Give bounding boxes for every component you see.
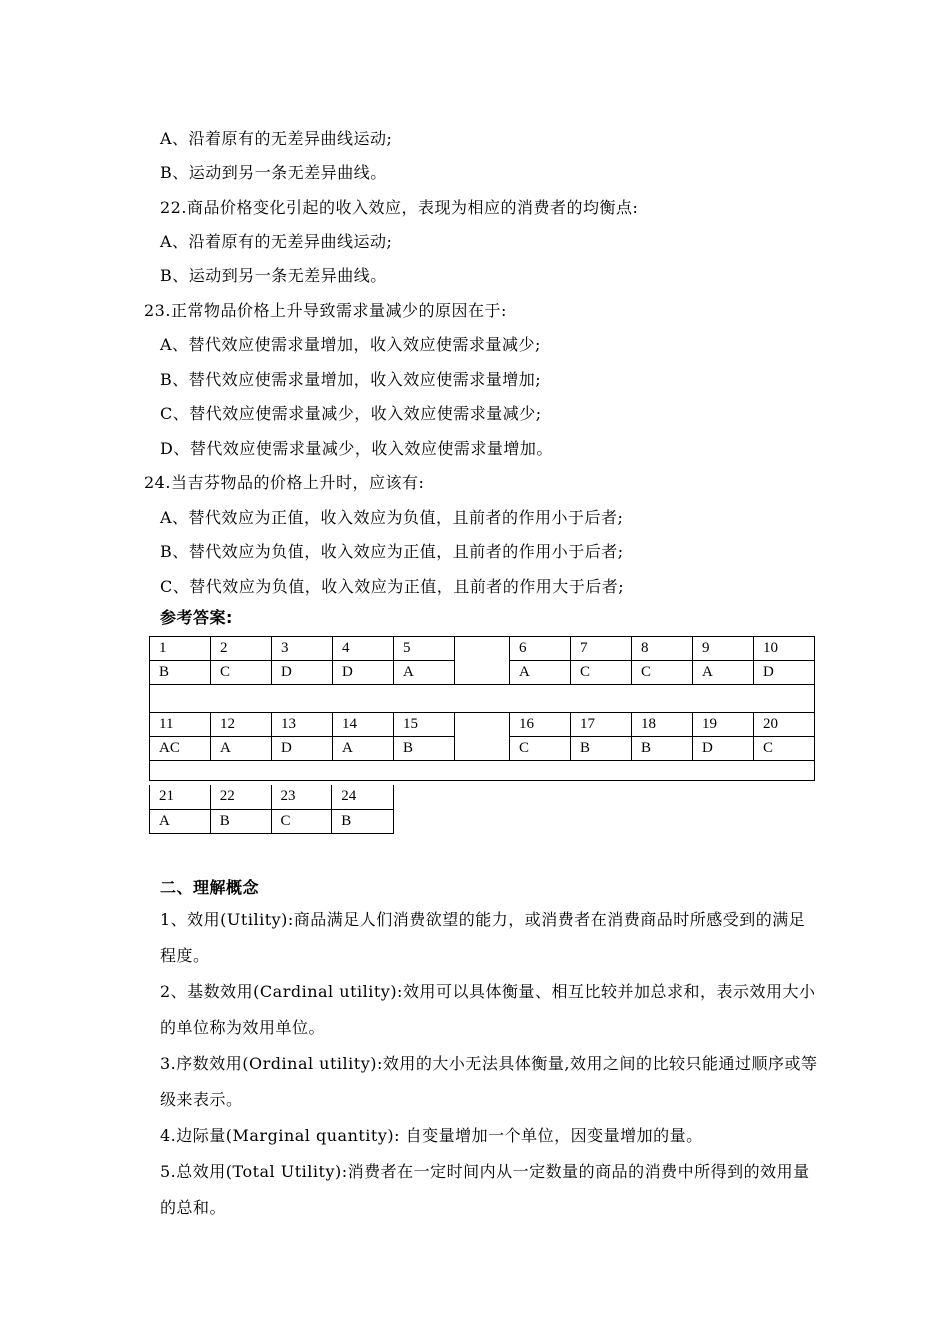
question-number: 13 xyxy=(272,713,333,737)
question-number: 24 xyxy=(332,785,394,809)
answer-value: AC xyxy=(150,737,211,761)
answer-value: B xyxy=(394,737,455,761)
question-number: 23 xyxy=(271,785,332,809)
question-number: 20 xyxy=(754,713,815,737)
table-row-gap xyxy=(150,685,815,713)
question-number: 3 xyxy=(272,637,333,661)
question-number: 6 xyxy=(510,637,571,661)
answer-value: D xyxy=(272,661,333,685)
question-number: 5 xyxy=(394,637,455,661)
answer-value: B xyxy=(571,737,632,761)
question-number: 10 xyxy=(754,637,815,661)
question-number: 1 xyxy=(150,637,211,661)
answer-value: B xyxy=(210,809,271,833)
table-row xyxy=(150,713,815,737)
definition: 3.序数效用(Ordinal utility):效用的大小无法具体衡量,效用之间的比较只能通过顺序或等级来表示。 xyxy=(160,1054,818,1109)
answer-value: B xyxy=(332,809,394,833)
answer-value: B xyxy=(150,661,211,685)
answers-table xyxy=(149,636,815,781)
question-number: 15 xyxy=(394,713,455,737)
question-number: 18 xyxy=(632,713,693,737)
empty-cell xyxy=(150,761,815,781)
answer-value: C xyxy=(754,737,815,761)
answer-value: B xyxy=(632,737,693,761)
question-number: 21 xyxy=(150,785,211,809)
answer-value: A xyxy=(211,737,272,761)
question-number: 2 xyxy=(211,637,272,661)
answer-value: C xyxy=(632,661,693,685)
question-number: 22 xyxy=(210,785,271,809)
definition: 1、效用(Utility):商品满足人们消费欲望的能力，或消费者在消费商品时所感受到的满足程度。 xyxy=(160,910,806,965)
table-row xyxy=(150,785,394,809)
spacer-cell xyxy=(455,713,510,761)
question-text: 23.正常物品价格上升导致需求量减少的原因在于: xyxy=(144,301,507,320)
question-text: A、沿着原有的无差异曲线运动; xyxy=(160,129,393,148)
question-number: 17 xyxy=(571,713,632,737)
question-number: 16 xyxy=(510,713,571,737)
question-text: A、替代效应使需求量增加，收入效应使需求量减少; xyxy=(160,335,541,354)
question-number: 14 xyxy=(333,713,394,737)
answer-value: D xyxy=(272,737,333,761)
answer-value: D xyxy=(693,737,754,761)
question-text: C、替代效应使需求量减少，收入效应使需求量减少; xyxy=(160,404,542,423)
answer-value: A xyxy=(693,661,754,685)
question-number: 4 xyxy=(333,637,394,661)
answer-value: A xyxy=(333,737,394,761)
question-text: 24.当吉芬物品的价格上升时，应该有: xyxy=(144,473,425,492)
question-number: 8 xyxy=(632,637,693,661)
question-text: B、替代效应为负值，收入效应为正值，且前者的作用小于后者; xyxy=(160,542,624,561)
question-text: A、沿着原有的无差异曲线运动; xyxy=(160,232,393,251)
question-text: C、替代效应为负值，收入效应为正值，且前者的作用大于后者; xyxy=(160,577,625,596)
answer-value: D xyxy=(754,661,815,685)
definition: 4.边际量(Marginal quantity): 自变量增加一个单位，因变量增加的量。 xyxy=(160,1126,703,1145)
definition: 2、基数效用(Cardinal utility):效用可以具体衡量、相互比较并加总求和，表示效用大小的单位称为效用单位。 xyxy=(160,982,816,1037)
answer-value: A xyxy=(510,661,571,685)
question-number: 7 xyxy=(571,637,632,661)
table-row xyxy=(150,637,815,661)
question-number: 12 xyxy=(211,713,272,737)
table-row-gap xyxy=(150,761,815,781)
answer-value: C xyxy=(571,661,632,685)
question-text: 22.商品价格变化引起的收入效应，表现为相应的消费者的均衡点: xyxy=(160,198,639,217)
question-text: B、替代效应使需求量增加，收入效应使需求量增加; xyxy=(160,370,542,389)
spacer-cell xyxy=(455,637,510,685)
empty-cell xyxy=(150,685,815,713)
question-number: 11 xyxy=(150,713,211,737)
question-text: B、运动到另一条无差异曲线。 xyxy=(160,163,387,182)
definition: 5.总效用(Total Utility):消费者在一定时间内从一定数量的商品的消费中所得到的效用量的总和。 xyxy=(160,1162,810,1217)
answers-table-last xyxy=(149,785,394,834)
answer-value: C xyxy=(211,661,272,685)
table-row xyxy=(150,809,394,833)
answer-value: A xyxy=(394,661,455,685)
question-number: 9 xyxy=(693,637,754,661)
question-text: A、替代效应为正值，收入效应为负值，且前者的作用小于后者; xyxy=(160,508,624,527)
answer-value: C xyxy=(510,737,571,761)
answer-value: A xyxy=(150,809,211,833)
question-text: D、替代效应使需求量减少，收入效应使需求量增加。 xyxy=(160,439,553,458)
answers-heading: 参考答案: xyxy=(160,608,233,627)
answer-value: D xyxy=(333,661,394,685)
question-text: B、运动到另一条无差异曲线。 xyxy=(160,266,387,285)
question-number: 19 xyxy=(693,713,754,737)
section-heading: 二、理解概念 xyxy=(160,878,260,897)
answer-value: C xyxy=(271,809,332,833)
